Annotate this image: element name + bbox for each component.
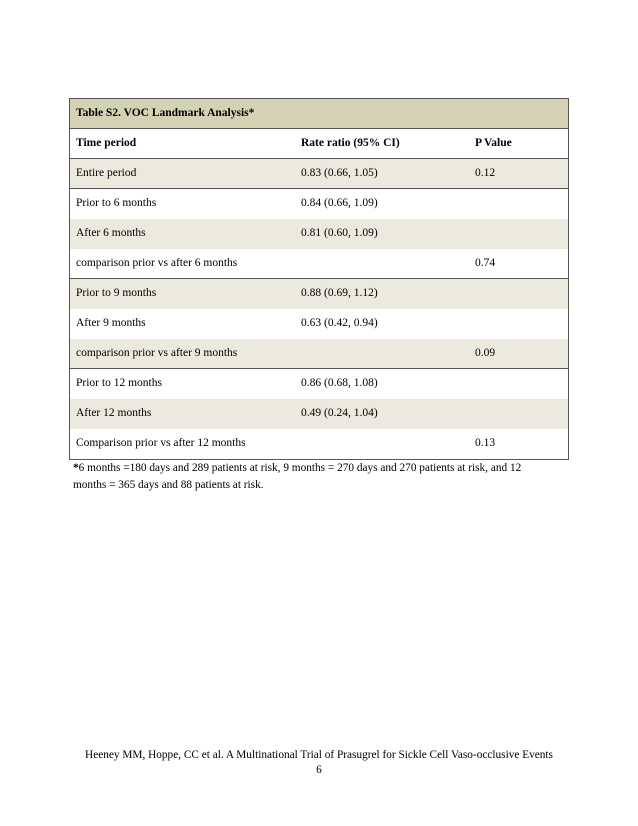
table-header-row	[70, 129, 568, 159]
page-number: 6	[316, 764, 322, 776]
cell-period: Comparison prior vs after 12 months	[76, 437, 246, 449]
table-row	[70, 159, 568, 189]
header-time-period: Time period	[76, 137, 137, 149]
cell-period: comparison prior vs after 9 months	[76, 347, 238, 359]
table-row	[70, 339, 568, 369]
table-footnote	[73, 460, 543, 494]
table-row	[70, 309, 568, 339]
footnote-asterisk: *	[73, 462, 79, 474]
cell-period: Entire period	[76, 167, 137, 179]
cell-period: Prior to 12 months	[76, 377, 162, 389]
table-row	[70, 189, 568, 219]
table-row	[70, 249, 568, 279]
footnote-text: 6 months =180 days and 289 patients at risk, 9 months = 270 days and 270 patients at risk, and 12 months = 365 days and 88 patients at risk.	[73, 462, 522, 491]
cell-ratio: 0.86 (0.68, 1.08)	[301, 377, 378, 389]
header-rate-ratio: Rate ratio (95% CI)	[301, 137, 400, 149]
landmark-analysis-table	[69, 98, 569, 460]
cell-period: After 12 months	[76, 407, 152, 419]
cell-p: 0.74	[475, 257, 496, 269]
cell-ratio: 0.84 (0.66, 1.09)	[301, 197, 378, 209]
cell-period: After 6 months	[76, 227, 146, 239]
cell-period: Prior to 9 months	[76, 287, 157, 299]
cell-ratio: 0.88 (0.69, 1.12)	[301, 287, 378, 299]
table-row	[70, 279, 568, 309]
table-row	[70, 369, 568, 399]
cell-p: 0.09	[475, 347, 496, 359]
cell-p: 0.13	[475, 437, 496, 449]
cell-period: After 9 months	[76, 317, 146, 329]
table-row	[70, 399, 568, 429]
table-row	[70, 219, 568, 249]
cell-ratio: 0.49 (0.24, 1.04)	[301, 407, 378, 419]
cell-period: Prior to 6 months	[76, 197, 157, 209]
cell-p: 0.12	[475, 167, 496, 179]
cell-ratio: 0.81 (0.60, 1.09)	[301, 227, 378, 239]
cell-period: comparison prior vs after 6 months	[76, 257, 238, 269]
cell-ratio: 0.83 (0.66, 1.05)	[301, 167, 378, 179]
page-footer	[0, 748, 638, 778]
table-title: Table S2. VOC Landmark Analysis*	[70, 99, 568, 129]
table-row	[70, 429, 568, 459]
footer-citation: Heeney MM, Hoppe, CC et al. A Multinational Trial of Prasugrel for Sickle Cell Vaso-occlusive Events	[85, 749, 553, 761]
cell-ratio: 0.63 (0.42, 0.94)	[301, 317, 378, 329]
header-p-value: P Value	[475, 137, 512, 149]
